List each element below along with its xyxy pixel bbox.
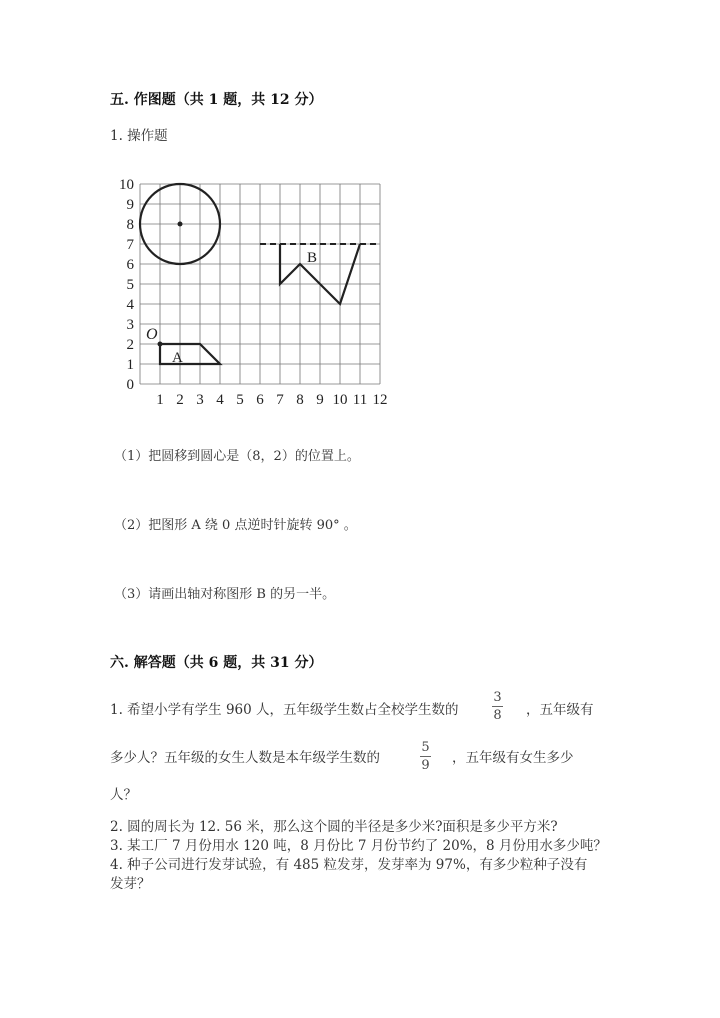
fraction-numerator: 5 xyxy=(421,740,430,755)
circle-center-dot xyxy=(178,222,183,227)
y-tick-label: 9 xyxy=(126,197,134,213)
x-tick-label: 12 xyxy=(372,392,388,407)
problem-4-line-2: 发芽？ xyxy=(110,876,151,892)
x-tick-label: 8 xyxy=(296,392,304,407)
y-tick-label: 4 xyxy=(126,297,134,313)
x-tick-label: 11 xyxy=(352,392,368,407)
problem-4-line-1: 4. 种子公司进行发芽试验，有 485 粒发芽，发芽率为 97%，有多少粒种子没有 xyxy=(110,857,588,873)
problem-1-line-2: 多少人？五年级的女生人数是本年级学生数的 xyxy=(110,750,380,766)
origin-label: O xyxy=(146,326,158,343)
fraction-3-8 xyxy=(492,690,503,723)
origin-point-dot xyxy=(158,342,163,347)
y-tick-label: 1 xyxy=(126,357,134,373)
x-tick-label: 1 xyxy=(156,392,164,407)
problem-1-line-1-tail: ，五年级有 xyxy=(526,702,594,718)
problem-1-line-2-tail: ，五年级有女生多少 xyxy=(452,750,574,766)
y-tick-label: 6 xyxy=(126,257,134,273)
y-tick-label: 2 xyxy=(126,337,134,353)
fraction-bar xyxy=(420,756,431,757)
x-tick-label: 5 xyxy=(236,392,244,407)
fraction-bar xyxy=(492,706,503,707)
y-tick-label: 10 xyxy=(119,177,134,193)
x-tick-label: 6 xyxy=(256,392,264,407)
problem-1-line-3: 人？ xyxy=(110,787,137,803)
y-tick-label: 7 xyxy=(126,237,134,253)
subquestion-3: （3）请画出轴对称图形 B 的另一半。 xyxy=(114,587,336,602)
fraction-denominator: 8 xyxy=(493,708,502,723)
section-6-heading: 六. 解答题（共 6 题，共 31 分） xyxy=(110,655,323,671)
x-tick-label: 4 xyxy=(216,392,224,407)
shape-a-label: A xyxy=(172,350,183,366)
x-tick-label: 9 xyxy=(316,392,324,407)
fraction-5-9 xyxy=(420,740,431,773)
y-tick-label: 5 xyxy=(126,277,134,293)
x-tick-label: 3 xyxy=(196,392,204,407)
question-1-title: 1. 操作题 xyxy=(110,128,168,144)
axis-labels xyxy=(119,177,388,407)
y-tick-label: 0 xyxy=(126,377,134,393)
problem-1-line-1: 1. 希望小学有学生 960 人，五年级学生数占全校学生数的 xyxy=(110,702,459,718)
section-5-heading: 五. 作图题（共 1 题，共 12 分） xyxy=(110,92,323,108)
x-tick-label: 10 xyxy=(332,392,348,407)
shape-a xyxy=(160,344,220,364)
fraction-denominator: 9 xyxy=(421,758,430,773)
problem-2: 2. 圆的周长为 12. 56 米，那么这个圆的半径是多少米?面积是多少平方米? xyxy=(110,819,558,835)
subquestion-2: （2）把图形 A 绕 0 点逆时针旋转 90° 。 xyxy=(114,518,357,533)
shape-b-label: B xyxy=(307,250,318,266)
x-tick-label: 7 xyxy=(276,392,284,407)
coordinate-grid-figure xyxy=(110,172,400,407)
fraction-numerator: 3 xyxy=(493,690,502,705)
problem-3: 3. 某工厂 7 月份用水 120 吨，8 月份比 7 月份节约了 20%，8 月份用水多少吨？ xyxy=(110,838,607,854)
x-tick-label: 2 xyxy=(176,392,184,407)
subquestion-1: （1）把圆移到圆心是（8，2）的位置上。 xyxy=(114,449,360,464)
y-tick-label: 3 xyxy=(126,317,134,333)
y-tick-label: 8 xyxy=(126,217,134,233)
